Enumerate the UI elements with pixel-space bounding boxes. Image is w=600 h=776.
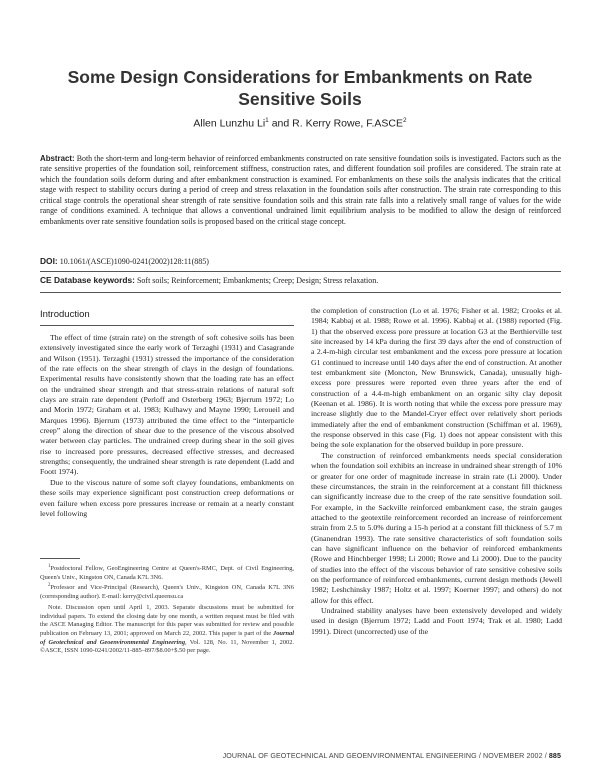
footnote-2 bbox=[40, 582, 294, 601]
footer-journal: JOURNAL OF GEOTECHNICAL AND GEOENVIRONMENTAL ENGINEERING / NOVEMBER 2002 / bbox=[222, 752, 549, 760]
author-1-mark: 1 bbox=[265, 117, 269, 124]
author-1: Allen Lunzhu Li bbox=[193, 117, 266, 130]
journal-name: Journal of Geotechnical and Geoenvironmental Engineering bbox=[40, 629, 294, 646]
doi-label: DOI: bbox=[40, 256, 58, 266]
keywords-line bbox=[40, 275, 378, 285]
keywords-value: Soft soils; Reinforcement; Embankments; Creep; Design; Stress relaxation. bbox=[136, 276, 379, 285]
footnote-rule bbox=[40, 558, 80, 559]
section-heading: Introduction bbox=[40, 309, 90, 320]
doi-line bbox=[40, 256, 209, 266]
abstract-label: Abstract: bbox=[40, 154, 75, 163]
author-line bbox=[40, 117, 560, 130]
body-paragraph: The construction of reinforced embankments needs special consideration when the foundation soil exhibits an increase in undrained shear strength of 10% or greater for one order of magnitude increase in strain rate (Li 2000). Under these circumstances, the strain in the reinforcement at a constant fill thickness can significantly increase due to the creep of the rate sensitive foundation soil. For example, in the Sackville reinforced embankment case, the strain gauges attached to the geotextile reinforcement recorded an increase of reinforcement strain from 2.5 to 5.0% during a 15-h period at a constant fill thickness of 5.7 m (Gnanendran 1993). The rate sensitive characteristics of soft foundation soils can have significant influence on the behavior of reinforced embankments (Rowe and Hinchberger 1998; Li 2000; Rowe and Li 2000). Due to the paucity of studies into the effect of the viscous behavior of rate sensitive cohesive soils on the performance of reinforced embankments, current design methods (Jewell 1982; Leshchinsky 1987; Holtz et al. 1997; Koerner 1997; and others) do not allow for this effect. bbox=[311, 450, 562, 605]
title-line-2: Sensitive Soils bbox=[238, 89, 362, 109]
title-line-1: Some Design Considerations for Embankments on Rate bbox=[67, 67, 533, 87]
abstract-text: Both the short-term and long-term behavior of reinforced embankments constructed on rate sensitive foundation soils is investigated. Factors such as the rate sensitive properties of the foundation soil, reinforcement stiffness, construction rates, and different foundation soil profiles are considered. The strain rate at which the foundation soils deform during and after embankment construction is examined. For embankments on these soils the analysis indicates that the critical stage with respect to stability occurs during a period of creep and stress relaxation in the foundation soils after construction. The strain rate corresponding to this critical stage controls the operational shear strength of rate sensitive foundation soils and this strain rate falls into a relatively small range of values for the wide range of conditions examined. A technique that allows a conventional undrained limit equilibrium analysis to be modified to allow the design of reinforced embankments over rate sensitive foundation soils is proposed based on the critical stage concept. bbox=[40, 154, 561, 226]
footnote-1-text: Postdoctoral Fellow, GeoEngineering Centre at Queen's-RMC, Dept. of Civil Engineering, Queen's Univ., Kingston ON, Canada K7L 3N6. bbox=[40, 565, 294, 581]
body-paragraph: The effect of time (strain rate) on the strength of soft cohesive soils has been extensively investigated since the early work of Terzaghi (1931) and Casagrande and Wilson (1951). Terzaghi (1931) stressed the importance of the consideration of the rate effects on the shear strength of clays in the design of foundations. Experimental results have consistently shown that the loading rate has an effect on the undrained shear strength and that stress-strain relations of natural soft clays are strain rate dependent (Perloff and Osterberg 1963; Bjerrum 1972; Lo and Morin 1972; Graham et al. 1983; Kulhawy and Mayne 1990; Leroueil and Marques 1996). Bjerrum (1973) attributed the time effect to the “interparticle creep” along the direction of shear due to the presence of the viscous absolved water between clay particles. The undrained creep during shear in the soil gives rise to increased pore pressures, decreased effective stresses, and decreased strengths; consequently, the undrained shear strength is rate dependent (Ladd and Foott 1974). bbox=[40, 333, 294, 477]
body-paragraph: Undrained stability analyses have been extensively developed and widely used in design (Bjerrum 1972; Ladd and Foott 1974; Trak et al. 1980; Ladd 1991). Direct (uncorrected) use of the bbox=[311, 605, 562, 636]
submission-note bbox=[40, 604, 294, 656]
page-number: 885 bbox=[548, 752, 561, 760]
note-start: Note. Discussion open until April 1, 2003. Separate discussions must be submitted for individual papers. To extend the closing date by one month, a written request must be filed with the ASCE Managing Editor. The manuscript for this paper was submitted for review and possible publication on February 13, 2001; approved on March 22, 2002. This paper is part of the bbox=[40, 603, 294, 637]
section-heading-rule bbox=[40, 325, 294, 326]
footnote-1 bbox=[40, 563, 294, 582]
keywords-label: CE Database keywords: bbox=[40, 275, 135, 285]
footnote-2-mark: 2 bbox=[48, 583, 51, 589]
footnote-1-mark: 1 bbox=[48, 564, 51, 569]
keywords-bottom-rule bbox=[40, 292, 561, 293]
footnote-2-text: Professor and Vice-Principal (Research), Queen's Univ., Kingston ON, Canada K7L 3N6 (corresponding author). E-mail: kerry@civil.queensu.ca bbox=[40, 584, 294, 601]
footnotes bbox=[40, 563, 294, 656]
body-paragraph: the completion of construction (Lo et al. 1976; Fisher et al. 1982; Crooks et al. 1984; Kabbaj et al. 1988; Rowe et al. 1996). Kabbaj et al. (1988) reported (Fig. 1) that the observed excess pore pressure at location G3 at the Berthierville test site increased by 14 kPa during the first 39 days after the end of construction of a 2.4-m-high circular test embankment and the excess pore pressure at location G1 continued to increase until 140 days after the end of construction. At another test embankment site (Moncton, New Brunswick, Canada), unusually high-excess pore pressures were reported even three years after the end of construction of a 4.4-m-high embankment on an organic silty clay deposit (Keenan et al. 1986). It is worth noting that while the excess pore pressure may increase slightly due to the Mandel-Cryer effect over relatively short periods immediately after the end of embankment construction (Schiffman et al. 1969), the response observed in this case (Fig. 1) does not appear consistent with this being the sole explanation for the observed buildup in pore pressure. bbox=[311, 306, 562, 450]
abstract bbox=[40, 154, 561, 227]
body-paragraph: Due to the viscous nature of some soft clayey foundations, embankments on these soils may experience significant post construction creep deformations or even failure when excess pore pressures increase or remain at a nearly constant level following bbox=[40, 477, 294, 518]
page-footer bbox=[223, 752, 561, 760]
author-2-mark: 2 bbox=[403, 117, 407, 124]
left-column bbox=[40, 333, 294, 519]
note-end: , Vol. 128, No. 11, November 1, 2002. ©ASCE, ISSN 1090-0241/2002/11-885–897/$8.00+$.50 per page. bbox=[40, 638, 295, 655]
author-2: and R. Kerry Rowe, F.ASCE bbox=[268, 117, 404, 130]
doi-value: 10.1061/(ASCE)1090-0241(2002)128:11(885) bbox=[59, 257, 209, 266]
keywords-top-rule bbox=[40, 271, 561, 272]
paper-title bbox=[40, 66, 560, 110]
right-column bbox=[311, 306, 562, 637]
